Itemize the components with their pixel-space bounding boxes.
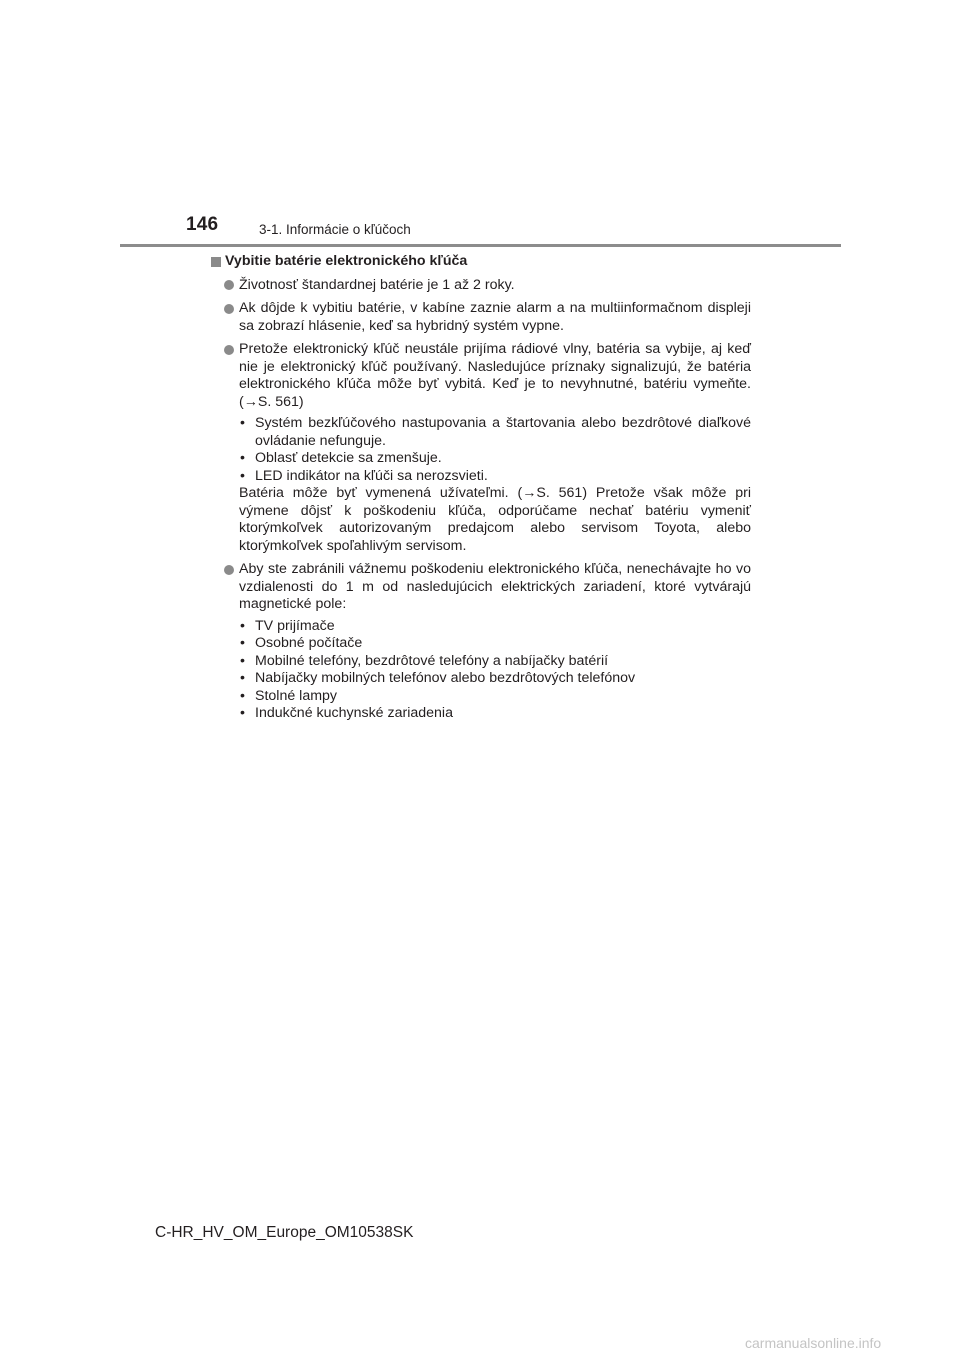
item-text: Aby ste zabránili vážnemu poškodeniu elektronického kľúča, nenechávajte ho vo vzdialenosti do 1 m od nasledujúcich elektrických zariadení, ktoré vytvárajú magnetické pole: (239, 561, 751, 612)
battery-note: Batéria môže byť vymenená užívateľmi. (→S. 561) Pretože však môže pri výmene dôjsť k poškodeniu kľúča, odporúčame nechať batériu vymeniť ktorýmkoľvek autorizovaným predajcom alebo servisom Toyota, alebo ktorýmkoľvek spoľahlivým servisom. (239, 485, 751, 554)
bullet-dot-icon: • (240, 670, 245, 686)
document-footer: C-HR_HV_OM_Europe_OM10538SK (155, 1224, 414, 1241)
round-bullet-icon (224, 345, 234, 355)
device-list (239, 618, 751, 723)
sub-list-item: • LED indikátor na kľúči sa nerozsvieti. (240, 467, 488, 484)
sub-list-item: • Osobné počítače (240, 635, 363, 651)
round-bullet-icon (224, 304, 234, 314)
sub-list-item: • Oblasť detekcie sa zmenšuje. (240, 450, 442, 466)
bullet-dot-icon: • (240, 635, 245, 651)
list-item (211, 561, 751, 723)
bullet-dot-icon: • (240, 652, 245, 669)
sub-list-item: • TV prijímače (240, 617, 335, 634)
heading-text: Vybitie batérie elektronického kľúča (225, 253, 468, 269)
symptom-list (239, 415, 751, 485)
bullet-dot-icon: • (240, 450, 245, 466)
sub-list-item: • Stolné lampy (240, 687, 338, 704)
bullet-dot-icon: • (240, 687, 245, 704)
content (211, 253, 751, 729)
list-item (211, 341, 751, 555)
round-bullet-icon (224, 565, 234, 575)
sub-list-item: • Systém bezkľúčového nastupovania a štartovania alebo bezdrôtové diaľkové ovládanie nefunguje. (240, 415, 751, 449)
bullet-dot-icon: • (240, 467, 245, 484)
page-number: 146 (186, 214, 219, 235)
sub-list-item: • Nabíjačky mobilných telefónov alebo bezdrôtových telefónov (240, 670, 636, 686)
section-title: 3-1. Informácie o kľúčoch (259, 222, 411, 237)
round-bullet-icon (224, 280, 234, 290)
item-text: Životnosť štandardnej batérie je 1 až 2 roky. (239, 276, 515, 293)
item-text: Pretože elektronický kľúč neustále prijíma rádiové vlny, batéria sa vybije, aj keď nie je elektronický kľúč používaný. Nasledujúce príznaky signalizujú, že batéria elektronického kľúča môže byť vybitá. Keď je to nevyhnutné, batériu vymeňte. (→S. 561) (239, 341, 751, 410)
bullet-dot-icon: • (240, 705, 245, 721)
list-item (211, 300, 751, 335)
square-marker-icon (211, 257, 221, 267)
sub-list-item: • Indukčné kuchynské zariadenia (240, 705, 453, 721)
bullet-dot-icon: • (240, 415, 245, 431)
bullet-dot-icon: • (240, 617, 245, 634)
item-text: Ak dôjde k vybitiu batérie, v kabíne zaznie alarm a na multiinformačnom displeji sa zobrazí hlásenie, keď sa hybridný systém vypne. (239, 300, 751, 334)
section-heading (211, 253, 751, 271)
header-rule (120, 244, 841, 247)
watermark: carmanualsonline.info (745, 1335, 882, 1351)
sub-list-item: • Mobilné telefóny, bezdrôtové telefóny a nabíjačky batérií (240, 652, 609, 669)
list-item (211, 277, 751, 295)
